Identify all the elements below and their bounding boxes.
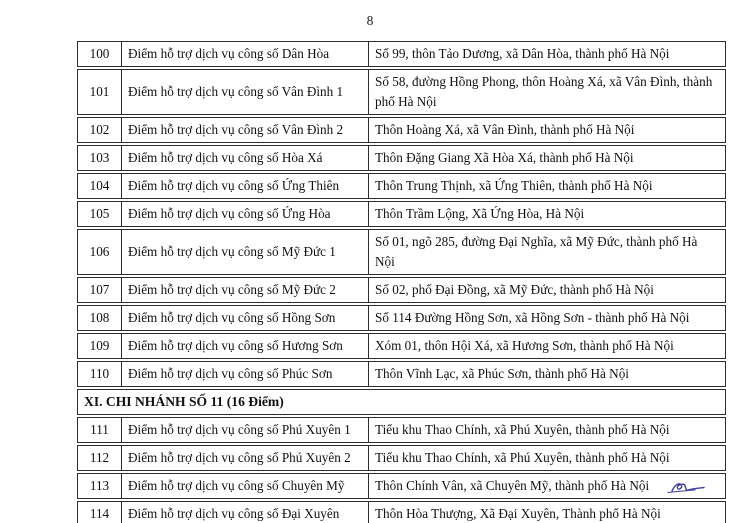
row-number-cell: 107 [77, 277, 122, 303]
point-name-cell: Điểm hỗ trợ dịch vụ công số Hương Sơn [122, 333, 369, 359]
table-row [77, 501, 726, 523]
page-number: 8 [366, 13, 374, 28]
point-name-cell: Điểm hỗ trợ dịch vụ công số Ứng Thiên [122, 173, 369, 199]
address-cell: Số 58, đường Hồng Phong, thôn Hoàng Xá, xã Vân Đình, thành phố Hà Nội [369, 69, 726, 115]
point-name-cell: Điểm hỗ trợ dịch vụ công số Phúc Sơn [122, 361, 369, 387]
address-cell: Tiểu khu Thao Chính, xã Phú Xuyên, thành phố Hà Nội [369, 445, 726, 471]
address-cell: Thôn Hoàng Xá, xã Vân Đình, thành phố Hà Nội [369, 117, 726, 143]
table-row [77, 173, 726, 199]
address-cell: Tiểu khu Thao Chính, xã Phú Xuyên, thành phố Hà Nội [369, 417, 726, 443]
point-name-cell: Điểm hỗ trợ dịch vụ công số Phú Xuyên 2 [122, 445, 369, 471]
table-row [77, 117, 726, 143]
row-number-cell: 106 [77, 229, 122, 275]
point-name-cell: Điểm hỗ trợ dịch vụ công số Dân Hòa [122, 41, 369, 67]
point-name-cell: Điểm hỗ trợ dịch vụ công số Mỹ Đức 1 [122, 229, 369, 275]
row-number-cell: 112 [77, 445, 122, 471]
row-number-cell: 108 [77, 305, 122, 331]
table-row [77, 361, 726, 387]
table-row [77, 473, 726, 499]
section-row [77, 389, 726, 415]
address-cell: Thôn Trầm Lộng, Xã Ứng Hòa, Hà Nội [369, 201, 726, 227]
table-row [77, 69, 726, 115]
table-row [77, 145, 726, 171]
table-row [77, 201, 726, 227]
row-number-cell: 102 [77, 117, 122, 143]
service-points-table-body [77, 41, 726, 523]
row-number-cell: 104 [77, 173, 122, 199]
address-cell: Xóm 01, thôn Hội Xá, xã Hương Sơn, thành phố Hà Nội [369, 333, 726, 359]
section-header-cell: XI. CHI NHÁNH SỐ 11 (16 Điểm) [77, 389, 726, 415]
row-number-cell: 109 [77, 333, 122, 359]
signature-mark [665, 479, 707, 497]
table-row [77, 417, 726, 443]
address-cell: Số 99, thôn Tảo Dương, xã Dân Hòa, thành phố Hà Nội [369, 41, 726, 67]
point-name-cell: Điểm hỗ trợ dịch vụ công số Ứng Hòa [122, 201, 369, 227]
point-name-cell: Điểm hỗ trợ dịch vụ công số Đại Xuyên [122, 501, 369, 523]
point-name-cell: Điểm hỗ trợ dịch vụ công số Hòa Xá [122, 145, 369, 171]
address-cell: Số 02, phố Đại Đồng, xã Mỹ Đức, thành phố Hà Nội [369, 277, 726, 303]
point-name-cell: Điểm hỗ trợ dịch vụ công số Mỹ Đức 2 [122, 277, 369, 303]
service-points-table [77, 39, 726, 523]
row-number-cell: 114 [77, 501, 122, 523]
row-number-cell: 105 [77, 201, 122, 227]
row-number-cell: 110 [77, 361, 122, 387]
point-name-cell: Điểm hỗ trợ dịch vụ công số Vân Đình 1 [122, 69, 369, 115]
address-cell: Thôn Vĩnh Lạc, xã Phúc Sơn, thành phố Hà Nội [369, 361, 726, 387]
address-cell: Số 01, ngõ 285, đường Đại Nghĩa, xã Mỹ Đức, thành phố Hà Nội [369, 229, 726, 275]
address-cell: Thôn Trung Thịnh, xã Ứng Thiên, thành phố Hà Nội [369, 173, 726, 199]
row-number-cell: 101 [77, 69, 122, 115]
address-cell: Thôn Hòa Thượng, Xã Đại Xuyên, Thành phố Hà Nội [369, 501, 726, 523]
address-cell: Thôn Đặng Giang Xã Hòa Xá, thành phố Hà Nội [369, 145, 726, 171]
point-name-cell: Điểm hỗ trợ dịch vụ công số Hồng Sơn [122, 305, 369, 331]
table-row [77, 277, 726, 303]
table-row [77, 305, 726, 331]
table-row [77, 333, 726, 359]
table-row [77, 41, 726, 67]
table-row [77, 445, 726, 471]
row-number-cell: 100 [77, 41, 122, 67]
table-row [77, 229, 726, 275]
address-cell: Số 114 Đường Hồng Sơn, xã Hồng Sơn - thành phố Hà Nội [369, 305, 726, 331]
row-number-cell: 103 [77, 145, 122, 171]
point-name-cell: Điểm hỗ trợ dịch vụ công số Chuyên Mỹ [122, 473, 369, 499]
point-name-cell: Điểm hỗ trợ dịch vụ công số Vân Đình 2 [122, 117, 369, 143]
point-name-cell: Điểm hỗ trợ dịch vụ công số Phú Xuyên 1 [122, 417, 369, 443]
address-cell: Thôn Chính Vân, xã Chuyên Mỹ, thành phố Hà Nội [369, 473, 726, 499]
signature-stroke [672, 484, 704, 491]
row-number-cell: 111 [77, 417, 122, 443]
row-number-cell: 113 [77, 473, 122, 499]
